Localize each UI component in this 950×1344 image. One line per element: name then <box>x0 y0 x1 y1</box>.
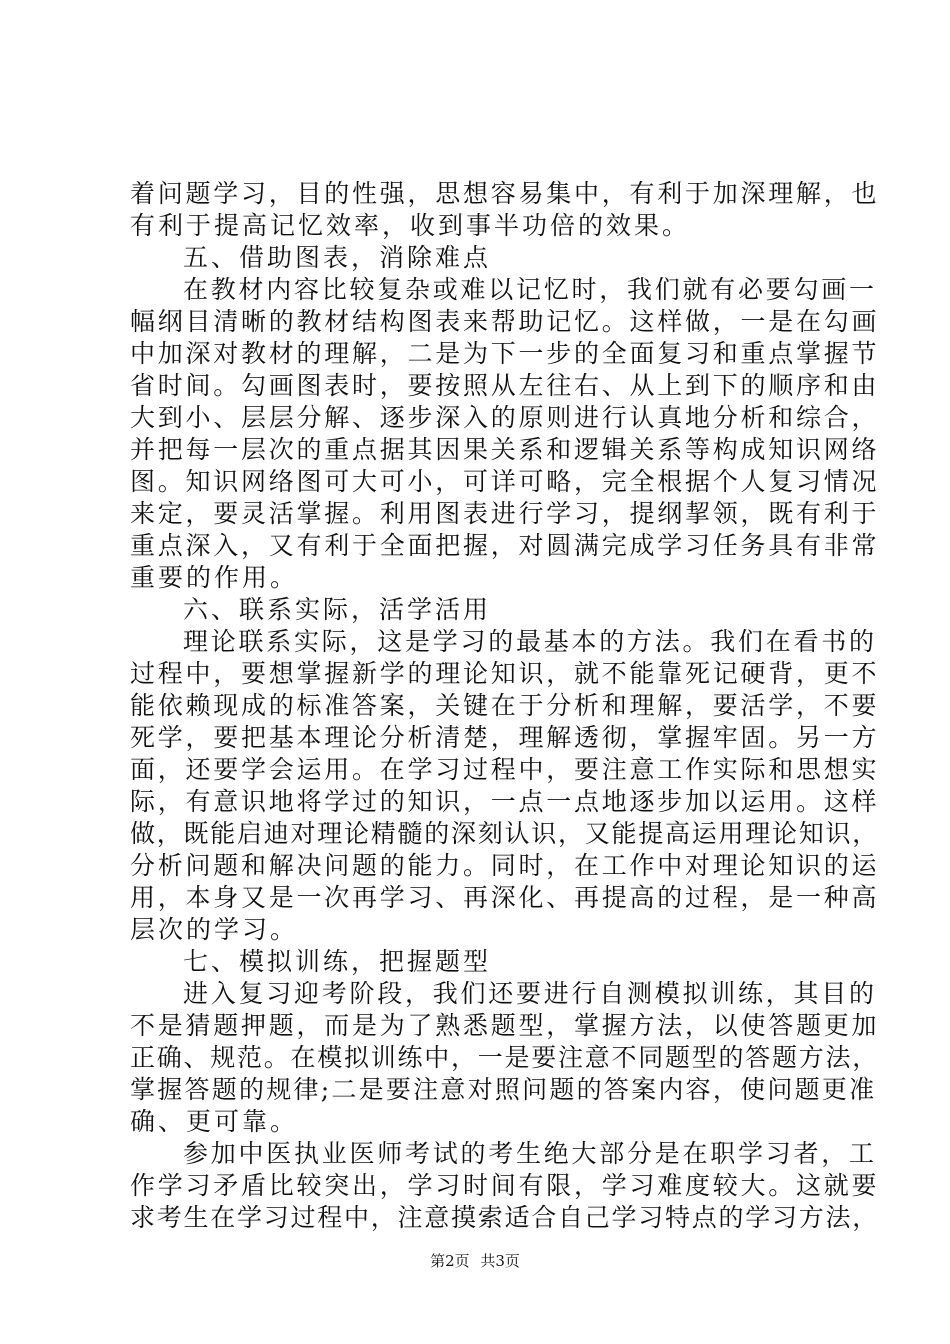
text-line: 在教材内容比较复杂或难以记忆时，我们就有必要勾画一 <box>183 275 877 304</box>
text-line: 正确、规范。在模拟训练中，一是要注意不同题型的答题方法， <box>130 1043 880 1072</box>
section-heading: 五、借助图表，消除难点 <box>183 243 492 272</box>
page-total: 共3页 <box>480 1252 520 1270</box>
text-line: 有利于提高记忆效率，收到事半功倍的效果。 <box>130 211 691 240</box>
text-line: 确、更可靠。 <box>130 1107 299 1136</box>
text-line: 重要的作用。 <box>130 563 299 592</box>
text-line: 用，本身又是一次再学习、再深化、再提高的过程，是一种高 <box>130 883 880 912</box>
text-line: 省时间。勾画图表时，要按照从左往右、从上到下的顺序和由 <box>130 371 880 400</box>
text-line: 图。知识网络图可大可小，可详可略，完全根据个人复习情况 <box>130 467 880 496</box>
text-line: 层次的学习。 <box>130 915 299 944</box>
text-line: 进入复习迎考阶段，我们还要进行自测模拟训练，其目的 <box>183 979 877 1008</box>
text-line: 重点深入，又有利于全面把握，对圆满完成学习任务具有非常 <box>130 531 880 560</box>
text-line: 做，既能启迪对理论精髓的深刻认识，又能提高运用理论知识， <box>130 819 880 848</box>
text-line: 幅纲目清晰的教材结构图表来帮助记忆。这样做，一是在勾画 <box>130 307 880 336</box>
page-footer <box>0 1250 950 1271</box>
text-line: 掌握答题的规律;二是要注意对照问题的答案内容，使问题更准 <box>130 1075 877 1104</box>
section-heading: 七、模拟训练，把握题型 <box>183 947 492 976</box>
text-line: 参加中医执业医师考试的考生绝大部分是在职学习者，工 <box>183 1139 877 1168</box>
text-line: 着问题学习，目的性强，思想容易集中，有利于加深理解，也 <box>130 179 880 208</box>
text-line: 能依赖现成的标准答案，关键在于分析和理解，要活学，不要 <box>130 691 880 720</box>
text-line: 不是猜题押题，而是为了熟悉题型，掌握方法，以使答题更加 <box>130 1011 880 1040</box>
text-line: 大到小、层层分解、逐步深入的原则进行认真地分析和综合， <box>130 403 880 432</box>
text-line: 求考生在学习过程中，注意摸索适合自己学习特点的学习方法， <box>130 1203 880 1232</box>
text-line: 并把每一层次的重点据其因果关系和逻辑关系等构成知识网络 <box>130 435 880 464</box>
text-line: 理论联系实际，这是学习的最基本的方法。我们在看书的 <box>183 627 877 656</box>
page-number: 第2页 <box>430 1252 470 1270</box>
text-line: 来定，要灵活掌握。利用图表进行学习，提纲挈领，既有利于 <box>130 499 880 528</box>
text-line: 死学，要把基本理论分析清楚，理解透彻，掌握牢固。另一方 <box>130 723 880 752</box>
text-line: 过程中，要想掌握新学的理论知识，就不能靠死记硬背，更不 <box>130 659 880 688</box>
text-line: 作学习矛盾比较突出，学习时间有限，学习难度较大。这就要 <box>130 1171 880 1200</box>
text-line: 分析问题和解决问题的能力。同时，在工作中对理论知识的运 <box>130 851 880 880</box>
text-line: 面，还要学会运用。在学习过程中，要注意工作实际和思想实 <box>130 755 880 784</box>
text-line: 中加深对教材的理解，二是为下一步的全面复习和重点掌握节 <box>130 339 880 368</box>
text-line: 际，有意识地将学过的知识，一点一点地逐步加以运用。这样 <box>130 787 880 816</box>
section-heading: 六、联系实际，活学活用 <box>183 595 492 624</box>
